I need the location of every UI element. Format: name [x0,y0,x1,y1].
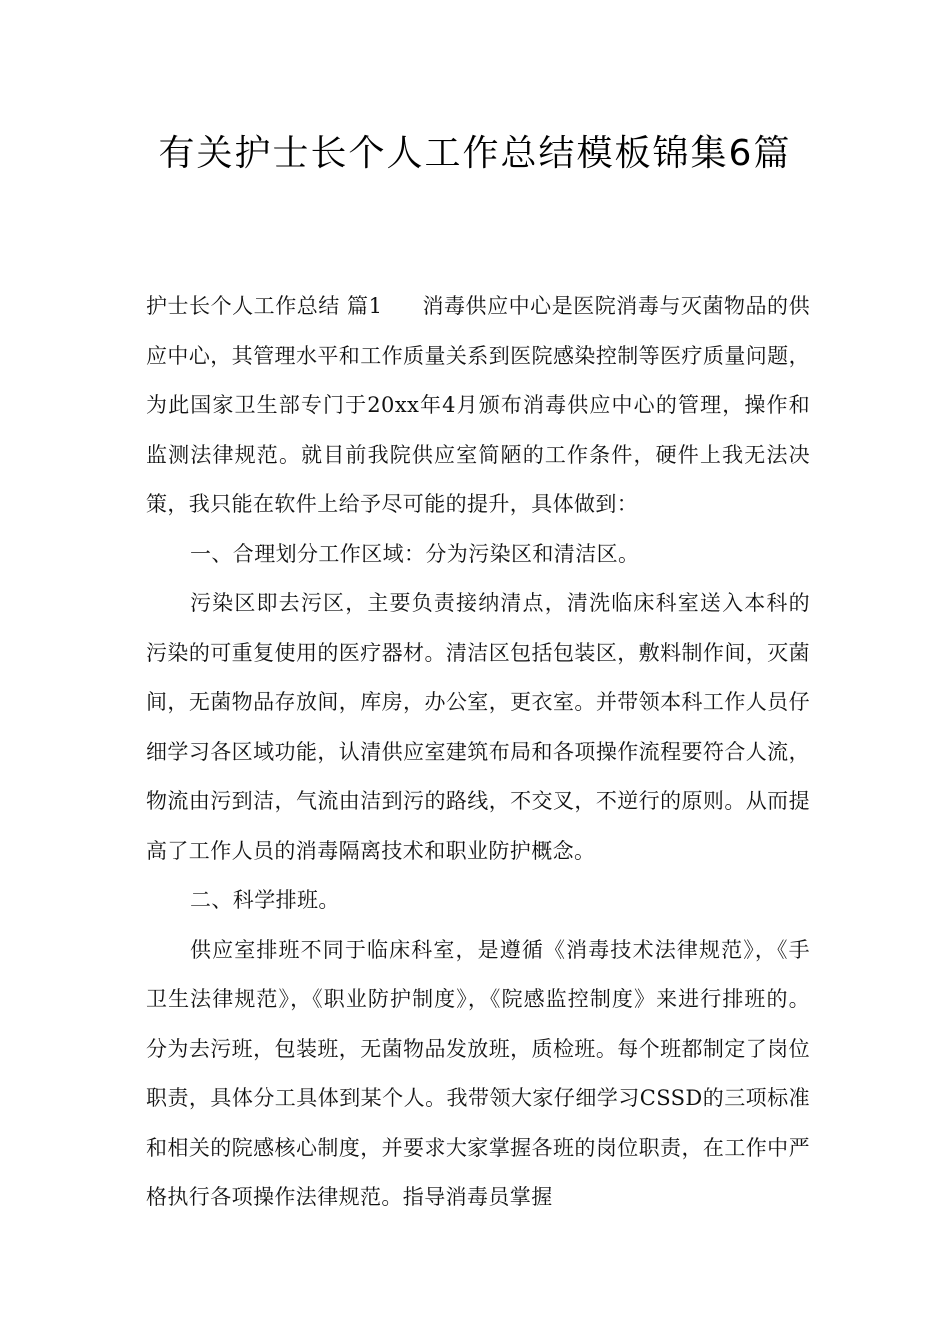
paragraph-zoning: 污染区即去污区，主要负责接纳清点，清洗临床科室送入本科的污染的可重复使用的医疗器材。清洁区包括包装区，敷料制作间，灭菌间，无菌物品存放间，库房，办公室，更衣室。并带领本科工作人员仔细学习各区域功能，认清供应室建筑布局和各项操作流程要符合人流，物流由污到洁，气流由洁到污的路线，不交叉，不逆行的原则。从而提高了工作人员的消毒隔离技术和职业防护概念。 [146,591,810,863]
heading-scheduling: 二、科学排班。 [190,888,340,912]
opening-paragraph [146,282,810,530]
section-label: 护士长个人工作总结 篇1 [146,294,383,318]
paragraph-scheduling: 供应室排班不同于临床科室，是遵循《消毒技术法律规范》，《手卫生法律规范》，《职业防护制度》，《院感监控制度》来进行排班的。分为去污班，包装班，无菌物品发放班，质检班。每个班都制定了岗位职责，具体分工具体到某个人。我带领大家仔细学习CSSD的三项标准和相关的院感核心制度，并要求大家掌握各班的岗位职责，在工作中严格执行各项操作法律规范。指导消毒员掌握 [146,937,810,1209]
paragraph-text: 消毒供应中心是医院消毒与灭菌物品的供应中心，其管理水平和工作质量关系到医院感染控制等医疗质量问题，为此国家卫生部专门于20xx年4月颁布消毒供应中心的管理，操作和监测法律规范。就目前我院供应室简陋的工作条件，硬件上我无法决策，我只能在软件上给予尽可能的提升，具体做到： [146,294,810,516]
document-title: 有关护士长个人工作总结模板锦集6篇 [158,133,792,174]
document-body [146,282,810,1223]
heading-zoning: 一、合理划分工作区域：分为污染区和清洁区。 [190,541,640,566]
